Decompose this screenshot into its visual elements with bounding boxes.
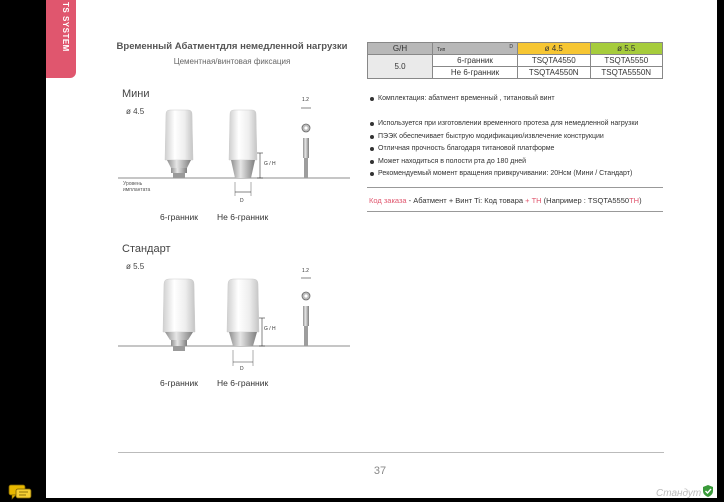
- label-nonhex-mini: Не 6-гранник: [217, 212, 269, 222]
- implant-level-label: Уровень имплантата: [123, 181, 151, 193]
- cell-type: Не 6-гранник: [433, 67, 518, 79]
- abutment-figure-standard: [118, 266, 358, 376]
- diameter-mini: ø 4.5: [126, 107, 145, 116]
- dim-12-mini: 1.2: [302, 97, 309, 103]
- doc-subtitle: Цементная/винтовая фиксация: [173, 57, 291, 66]
- divider-bottom: [367, 211, 663, 212]
- cell-gh-value: 5.0: [368, 55, 433, 79]
- list-item: Отличная прочность благодаря титановой платформе: [370, 145, 670, 158]
- header-gh: G/H: [368, 43, 433, 55]
- header-d45: ø 4.5: [518, 43, 591, 55]
- feature-list: [370, 95, 670, 183]
- spec-table: [367, 42, 663, 79]
- cell-type: 6-гранник: [433, 55, 518, 67]
- list-item: ПЭЭК обеспечивает быструю модификацию/извлечение конструкции: [370, 133, 670, 146]
- viewer-frame-bottom: [0, 498, 724, 502]
- order-close: ): [639, 196, 642, 205]
- order-th: TH: [629, 196, 640, 205]
- check-shield-icon[interactable]: [701, 484, 715, 498]
- order-plus-th: + TH: [525, 196, 542, 205]
- label-hex-standard: 6-гранник: [160, 378, 198, 388]
- side-tab-label: TS SYSTEM: [61, 2, 70, 52]
- cell-code: TSQTA5550: [590, 55, 663, 67]
- order-code-line: [369, 196, 642, 205]
- table-header-row: [368, 43, 663, 55]
- dim-gh-mini: G / H: [264, 161, 276, 167]
- footer-line: [118, 452, 664, 453]
- header-d: D: [509, 44, 513, 50]
- bullet-kit: Комплектация: абатмент временный , титановый винт: [370, 95, 670, 120]
- dim-12-standard: 1.2: [302, 268, 309, 274]
- order-code-label: Код заказа: [369, 196, 407, 205]
- header-type: Тип: [437, 47, 446, 53]
- cell-code: TSQTA4550: [518, 55, 591, 67]
- list-item: Используется при изготовлении временного протеза для немедленной нагрузки: [370, 120, 670, 133]
- dim-gh-standard: G / H: [264, 326, 276, 332]
- watermark: Стандут: [656, 488, 702, 499]
- list-item: Рекомендуемый момент вращения привкручивании: 20Нсм (Мини / Стандарт): [370, 170, 670, 183]
- section-title-mini: Мини: [122, 88, 150, 100]
- viewer-frame-left: [0, 0, 46, 502]
- page-number: 37: [373, 465, 387, 477]
- doc-title: Временный Абатментдля немедленной нагрузки: [116, 41, 348, 52]
- list-item: Может находиться в полости рта до 180 дней: [370, 158, 670, 171]
- diameter-standard: ø 5.5: [126, 262, 145, 271]
- header-type-d: [433, 43, 518, 55]
- label-nonhex-standard: Не 6-гранник: [217, 378, 269, 388]
- cell-code: TSQTA4550N: [518, 67, 591, 79]
- cell-code: TSQTA5550N: [590, 67, 663, 79]
- header-d55: ø 5.5: [590, 43, 663, 55]
- chat-icon[interactable]: [8, 484, 32, 500]
- viewer-frame-right: [717, 0, 724, 502]
- section-title-standard: Стандарт: [122, 243, 171, 255]
- abutment-figure-mini: [118, 96, 358, 206]
- order-text-2: (Например : TSQTA5550: [541, 196, 630, 205]
- table-row: [368, 55, 663, 67]
- dim-d-mini: D: [240, 198, 244, 204]
- dim-d-standard: D: [240, 366, 244, 372]
- order-text-1: - Абатмент + Винт Ti: Код товара: [406, 196, 526, 205]
- divider-top: [367, 187, 663, 188]
- label-hex-mini: 6-гранник: [160, 212, 198, 222]
